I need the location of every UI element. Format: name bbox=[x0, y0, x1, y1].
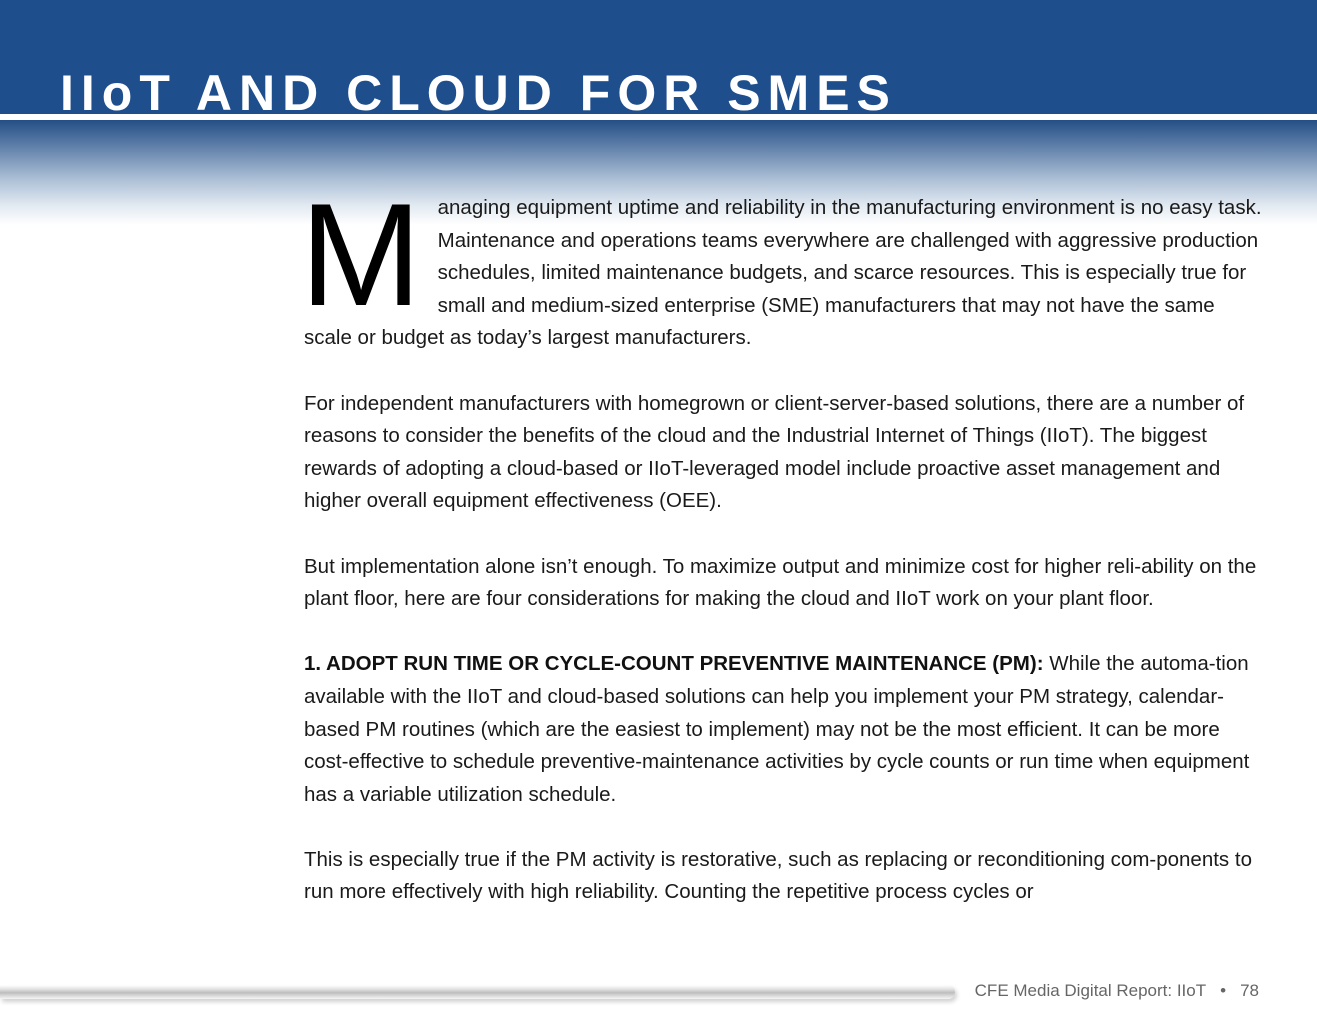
header-band bbox=[0, 0, 1317, 114]
footer-bullet: • bbox=[1220, 981, 1227, 1000]
consideration-1-heading: 1. ADOPT RUN TIME OR CYCLE-COUNT PREVENTIVE MAINTENANCE (PM): bbox=[304, 652, 1044, 676]
footer-bar bbox=[0, 985, 955, 999]
page-number: 78 bbox=[1240, 981, 1259, 1000]
article-body bbox=[300, 173, 1264, 942]
intro-text: anaging equipment uptime and reliability in the manufacturing environment is no easy task. Maintenance and operations teams everywhere are challenged with aggressive production schedules, limited maintenance budgets, and scarce resources. This is especially true for small and medium-sized enterprise (SME) manufacturers that may not have the same scale or budget as today’s largest manufacturers. bbox=[304, 196, 1262, 350]
paragraph-implementation: But implementation alone isn’t enough. To maximize output and minimize cost for higher reli-ability on the plant floor, here are four considerations for making the cloud and IIoT work on your plant floor. bbox=[304, 554, 1257, 611]
paragraph-consideration-1 bbox=[304, 648, 1264, 811]
page-footer bbox=[975, 980, 1259, 1002]
paragraph-benefits: For independent manufacturers with homegrown or client-server-based solutions, there are a number of reasons to consider the benefits of the cloud and the Industrial Internet of Things (IIoT). The biggest rewards of adopting a cloud-based or IIoT-leveraged model include proactive asset management and higher overall equipment effectiveness (OEE). bbox=[304, 391, 1245, 513]
drop-cap: M bbox=[300, 173, 422, 336]
intro-paragraph bbox=[300, 173, 1264, 355]
page-title: IIoT AND CLOUD FOR SMES bbox=[60, 65, 897, 114]
paragraph-restorative: This is especially true if the PM activity is restorative, such as replacing or reconditioning com-ponents to run more effectively with high reliability. Counting the repetitive process cycles or bbox=[304, 847, 1252, 904]
report-name: CFE Media Digital Report: IIoT bbox=[974, 981, 1207, 1000]
consideration-1-text: While the automa-tion available with the IIoT and cloud-based solutions can help you implement your PM strategy, calendar-based PM routines (which are the easiest to implement) may not be the most efficient. It can be more cost-effective to schedule preventive-maintenance activities by cycle counts or run time when equipment has a variable utilization schedule. bbox=[304, 652, 1250, 806]
